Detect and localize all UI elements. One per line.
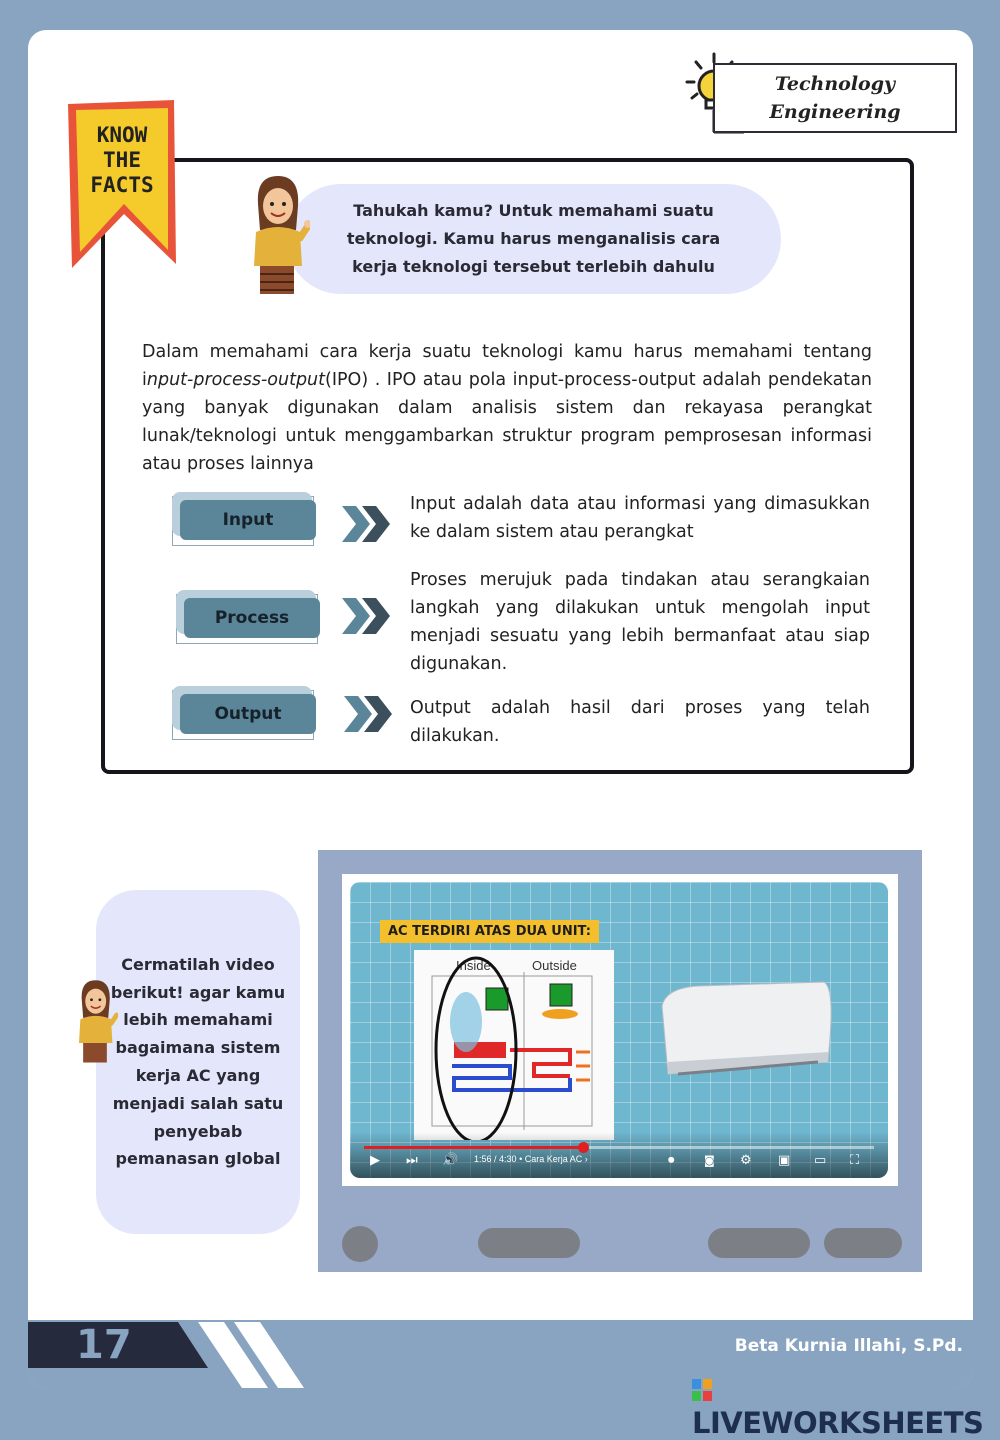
diagram-inside-label: Inside	[456, 958, 491, 973]
captions-icon[interactable]: ◙	[704, 1154, 715, 1167]
liveworksheets-logo	[692, 1372, 1000, 1440]
fullscreen-icon[interactable]: ⛶	[850, 1153, 860, 1168]
monitor-frame	[318, 850, 922, 1272]
diagram-outside-label: Outside	[532, 958, 577, 973]
settings-gear-icon[interactable]: ⚙	[740, 1153, 752, 1168]
next-icon[interactable]: ⏭	[406, 1153, 418, 1168]
input-label: Input	[180, 500, 316, 540]
monitor-power-button	[342, 1226, 378, 1262]
monitor-screen	[342, 874, 898, 1186]
process-label: Process	[184, 598, 320, 638]
girl-character-icon	[244, 170, 310, 296]
speech-bubble	[286, 184, 781, 294]
ac-diagram	[414, 950, 614, 1140]
instruction-text: Cermatilah video berikut! agar kamu lebih memahami bagaimana sistem kerja AC yang menjadi salah satu penyebab pemanasan global	[110, 954, 286, 1169]
volume-icon[interactable]: 🔊	[442, 1153, 459, 1168]
miniplayer-icon[interactable]: ▣	[778, 1153, 791, 1168]
topic-line-2: Engineering	[769, 101, 901, 123]
video-player[interactable]	[350, 882, 888, 1178]
intro-text-2: (IPO) . IPO atau pola input-process-output adalah pendekatan yang banyak digunakan dalam analisis sistem dan rekayasa perangkat lunak/teknologi untuk menggambarkan struktur program pemprosesan informasi atau proses lainnya	[142, 370, 872, 474]
monitor-button	[824, 1228, 902, 1258]
output-tag	[172, 686, 322, 742]
autoplay-toggle-icon[interactable]: ⏺	[668, 1153, 675, 1168]
chevron-right-icon	[340, 596, 392, 636]
ribbon-line-2: THE	[103, 148, 141, 172]
ribbon-line-3: FACTS	[90, 173, 154, 197]
author-name: Beta Kurnia Illahi, S.Pd.	[734, 1336, 963, 1356]
intro-paragraph	[142, 338, 872, 478]
play-icon[interactable]: ▶	[370, 1153, 380, 1168]
video-title: AC TERDIRI ATAS DUA UNIT:	[380, 920, 599, 943]
liveworksheets-brand: LIVEWORKSHEETS	[692, 1406, 984, 1440]
process-tag	[176, 590, 326, 646]
monitor-button	[478, 1228, 580, 1258]
intro-text-1: Dalam memahami cara kerja suatu teknologi kamu harus memahami tentang i	[142, 342, 872, 390]
video-time-value: 1:56 / 4:30	[474, 1154, 517, 1164]
topic-line-1: Technology	[774, 73, 896, 95]
video-progress-bar[interactable]	[364, 1146, 874, 1149]
ribbon-line-1: KNOW	[96, 123, 148, 147]
instruction-bubble	[96, 890, 300, 1234]
video-scrubber[interactable]	[578, 1142, 589, 1153]
page-number: 17	[76, 1322, 132, 1368]
theater-mode-icon[interactable]: ▭	[814, 1153, 827, 1168]
intro-italic: nput-process-output	[146, 370, 326, 390]
liveworksheets-logo-icon	[692, 1379, 712, 1401]
video-progress-fill	[364, 1146, 583, 1149]
video-chapter: • Cara Kerja AC ›	[519, 1154, 588, 1164]
worksheet-page	[28, 30, 973, 1388]
input-description: Input adalah data atau informasi yang dimasukkan ke dalam sistem atau perangkat	[410, 494, 870, 542]
speech-text: Tahukah kamu? Untuk memahami suatu teknologi. Kamu harus menganalisis cara kerja teknologi tersebut terlebih dahulu	[346, 201, 721, 276]
monitor-button	[708, 1228, 810, 1258]
input-tag	[172, 492, 322, 548]
video-controls	[350, 1132, 888, 1178]
video-time	[474, 1154, 588, 1164]
output-description: Output adalah hasil dari proses yang telah dilakukan.	[410, 698, 870, 746]
output-label: Output	[180, 694, 316, 734]
know-the-facts-ribbon	[62, 100, 180, 270]
air-conditioner-image	[658, 978, 834, 1082]
girl-character-small-icon	[72, 975, 118, 1065]
topic-badge	[713, 63, 957, 133]
process-description: Proses merujuk pada tindakan atau serangkaian langkah yang dilakukan untuk mengolah input menjadi sesuatu yang lebih bermanfaat atau siap digunakan.	[410, 570, 870, 674]
chevron-right-icon	[342, 694, 394, 734]
chevron-right-icon	[340, 504, 392, 544]
